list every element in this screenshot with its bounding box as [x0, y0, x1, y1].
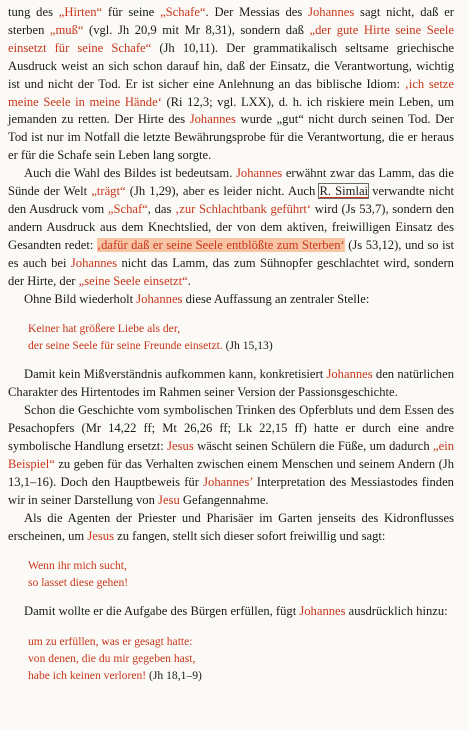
text: verwandte nicht den Ausdruck vom	[8, 184, 455, 216]
paragraph-1	[8, 4, 454, 165]
text: Als die Agenten der Priester und Pharisäer im Garten jenseits des Kidronflusses erscheinen, um	[8, 510, 454, 543]
text: wird (Js 53,7), sondern den andern Ausdruck aus dem Knechtslied, der von dem aktiven, freiwilligen Einsatz des Gesandten redet:	[8, 201, 455, 252]
name-johannes: Johannes	[236, 166, 283, 181]
paragraph-4	[8, 366, 454, 402]
text: wäscht seinen Schülern die Füße, um dadurch	[193, 439, 434, 454]
text: Interpretation des Messiastodes finden wir in seiner Darstellung von	[8, 474, 454, 507]
text: Auch die Wahl des Bildes ist bedeutsam.	[24, 166, 237, 181]
term-traegt: „trägt“	[91, 184, 126, 199]
text: (Ri 12,3; vgl. LXX), d. h. ich riskiere mein Leben, um jemanden zu retten. Der Hirte des	[8, 94, 454, 127]
name-johannes: Johannes’	[203, 474, 253, 489]
text: ausdrücklich hinzu:	[345, 604, 448, 619]
block-quote-1	[28, 320, 454, 354]
quote-guter-hirte: „der gute Hirte seine Seele einsetzt für seine Schafe“	[8, 22, 454, 55]
name-r-simlai: R. Simlai	[319, 184, 369, 199]
text: (Jh 10,11). Der grammatikalisch seltsame griechische Ausdruck weist an sich schon darauf hin, daß der Einsatz, die Verantwortung, wichtig ist und nicht der Tod. Er ist sicher eine Anlehnung an das biblische Idiom:	[8, 40, 454, 91]
text: tung des	[8, 5, 59, 19]
quote-idiom: ‚ich setze meine Seele in meine Hände‘	[8, 76, 454, 109]
term-seele-einsetzt: „seine Seele einsetzt“	[78, 273, 188, 288]
name-johannes: Johannes	[299, 604, 346, 619]
quote-line: so lasset diese gehen!	[28, 576, 129, 590]
text: Damit wollte er die Aufgabe des Bürgen erfüllen, fügt	[24, 604, 300, 619]
block-quote-3	[28, 633, 454, 684]
name-jesus: Jesus	[87, 528, 114, 543]
text: zu geben für das Verhalten zwischen einem Menschen und seinem Andern (Jh 13,1–16). Doch den Hauptbeweis für	[8, 456, 454, 489]
text: (vgl. Jh 20,9 mit Mr 8,31), sondern daß	[83, 22, 310, 37]
text: Schon die Geschichte vom symbolischen Trinken des Opferbluts und dem Essen des Pesachopfers (Mr 14,22 ff; Mt 26,26 ff; Lk 22,15 ff) hatte er durch eine andre symbolische Handlung ersetzt:	[8, 403, 454, 454]
name-johannes: Johannes	[308, 5, 355, 19]
term-muss: „muß“	[49, 22, 84, 37]
name-jesu: Jesu	[158, 492, 180, 507]
text: wurde „gut“ nicht durch seinen Tod. Der Tod ist nur im Notfall die letzte Bewährungsprobe für die Verantwortung, die er heraus er für die Schafe sein Leben lang sorgte.	[8, 112, 454, 163]
quote-reference: (Jh 15,13)	[222, 339, 273, 353]
text: für seine	[102, 5, 161, 19]
text: (Jh 1,29), aber es leider nicht. Auch	[125, 184, 320, 199]
text: .	[187, 273, 191, 288]
quote-line: der seine Seele für seine Freunde einsetzt.	[28, 339, 223, 353]
name-johannes: Johannes	[326, 367, 373, 382]
paragraph-2	[8, 165, 454, 290]
highlighted-quote: ‚dafür daß er seine Seele entblößte zum Sterben‘	[96, 237, 345, 252]
term-schafe: „Schafe“	[160, 5, 206, 19]
paragraph-3	[8, 291, 454, 309]
paragraph-6	[8, 510, 454, 546]
text: nicht das Lamm, das zum Sühnopfer geschlachtet wird, sondern der Hirte, der	[8, 255, 454, 288]
paragraph-7	[8, 603, 454, 621]
quote-line: habe ich keinen verloren!	[28, 669, 147, 683]
text: , das	[147, 201, 176, 216]
text: Ohne Bild wiederholt	[24, 291, 137, 306]
quote-line: von denen, die du mir gegeben hast,	[28, 652, 196, 666]
quote-line: Keiner hat größere Liebe als der,	[28, 322, 181, 336]
text: . Der Messias des	[205, 5, 309, 19]
text: sagt nicht, daß er sterben	[8, 5, 454, 37]
text: (Js 53,12), und so ist es auch bei	[8, 237, 454, 270]
text: diese Auffassung an zentraler Stelle:	[182, 291, 370, 306]
text: erwähnt zwar das Lamm, das die Sünde der Welt	[8, 166, 454, 199]
quote-line: Wenn ihr mich sucht,	[28, 559, 127, 573]
text: Damit kein Mißverständnis aufkommen kann, konkretisiert	[24, 367, 327, 382]
name-johannes: Johannes	[70, 255, 118, 270]
name-johannes: Johannes	[189, 112, 236, 127]
term-beispiel: „ein Beispiel“	[8, 439, 454, 471]
term-schaf: „Schaf“	[107, 201, 148, 216]
text: Gefangennahme.	[179, 492, 269, 507]
block-quote-2	[28, 557, 454, 591]
text: den natürlichen Charakter des Hirtentodes im Rahmen seiner Version der Passionsgeschichte.	[8, 367, 454, 400]
quote-line: um zu erfüllen, was er gesagt hatte:	[28, 635, 193, 649]
quote-reference: (Jh 18,1–9)	[146, 669, 202, 683]
paragraph-5	[8, 402, 454, 509]
term-hirten: „Hirten“	[58, 5, 103, 19]
text: zu fangen, stellt sich dieser sofort freiwillig und sagt:	[113, 528, 386, 543]
quote-schlachtbank: ‚zur Schlachtbank geführt‘	[175, 201, 312, 216]
name-johannes: Johannes	[136, 291, 183, 306]
name-jesus: Jesus	[167, 439, 194, 454]
